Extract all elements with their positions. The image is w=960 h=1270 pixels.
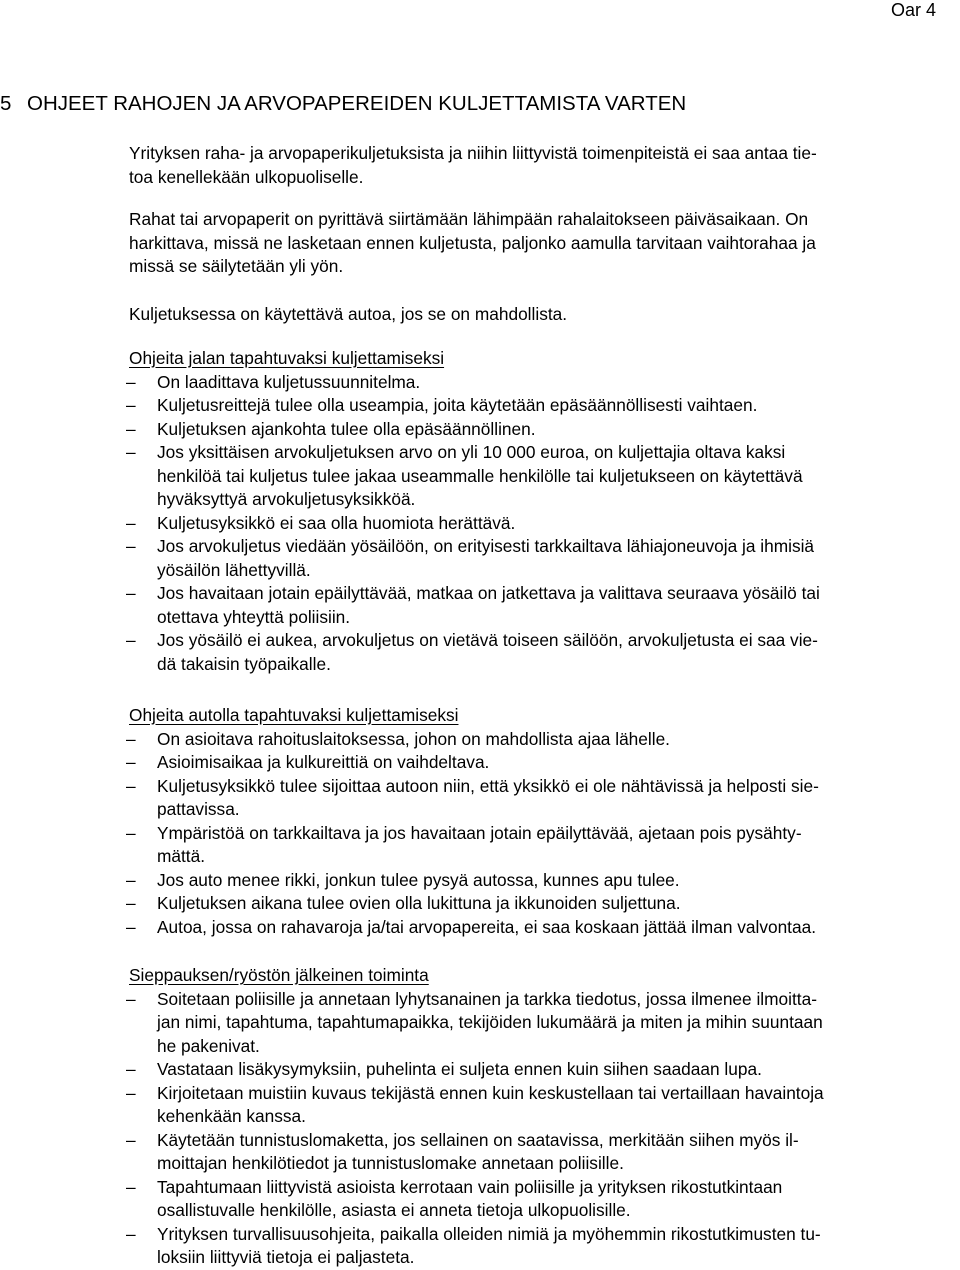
item-line: On laadittava kuljetussuunnitelma. [157,371,421,392]
dash-bullet: – [126,1082,136,1103]
section-heading [0,91,686,117]
paragraph-line: harkittava, missä ne lasketaan ennen kuljetusta, paljonko aamulla tarvitaan vaihtorahaa ja [129,232,816,253]
dash-bullet: – [126,869,136,890]
item-line: otettava yhteyttä poliisiin. [157,606,351,627]
dash-bullet: – [126,512,136,533]
item-line: dä takaisin työpaikalle. [157,653,331,674]
list-item [0,535,930,582]
dash-bullet: – [126,536,136,556]
item-line: Kirjoitetaan muistiin kuvaus tekijästä ennen kuin keskustellaan tai vertaillaan havaintoja [157,1082,824,1103]
section-subtitle: Sieppauksen/ryöstön jälkeinen toiminta [129,965,429,985]
dash-bullet: – [126,630,136,650]
item-line: Jos havaitaan jotain epäilyttävää, matkaa on jatkettava ja valittava seuraava yösäilö tai [157,583,820,603]
intro-paragraph [129,303,919,327]
page-header: Oar 4 [890,0,936,20]
item-line: Jos auto menee rikki, jonkun tulee pysyä autossa, kunnes apu tulee. [157,869,680,890]
item-line: mättä. [157,846,206,866]
item-line: he pakenivat. [157,1035,260,1056]
dash-bullet: – [126,1129,136,1150]
list-item [0,822,930,869]
paragraph-line: Yrityksen raha- ja arvopaperikuljetuksista ja niihin liittyvistä toimenpiteistä ei saa antaa tie- [129,143,817,163]
item-line: loksiin liittyviä tietoja ei paljasteta. [157,1247,415,1267]
dash-bullet: – [126,418,136,439]
item-line: hyväksyttyä arvokuljetusyksikköä. [157,489,416,509]
paragraph-line: toa kenellekään ulkopuoliselle. [129,166,364,187]
dash-bullet: – [126,988,136,1009]
list-item [0,869,930,893]
section-subtitle: Ohjeita jalan tapahtuvaksi kuljettamiseksi [129,348,445,368]
item-line: moittajan henkilötiedot ja tunnistuslomake annetaan poliisille. [157,1153,624,1173]
dash-bullet: – [126,775,136,796]
dash-bullet: – [126,1176,136,1197]
item-line: Jos yösäilö ei aukea, arvokuljetus on vietävä toiseen säilöön, arvokuljetusta ei saa vie- [157,630,818,650]
item-line: jan nimi, tapahtuma, tapahtumapaikka, tekijöiden lukumäärä ja miten ja mihin suuntaan [157,1012,823,1032]
dash-bullet: – [126,1059,136,1079]
list-item [0,1058,930,1082]
section-after-robbery [0,964,930,1270]
dash-bullet: – [126,822,136,843]
dash-bullet: – [126,893,136,913]
item-line: Kuljetusyksikkö tulee sijoittaa autoon niin, että yksikkö ei ole nähtävissä ja helposti sie- [157,775,819,796]
item-line: Jos yksittäisen arvokuljetuksen arvo on yli 10 000 euroa, on kuljettajia oltava kaksi [157,442,786,462]
item-line: Soitetaan poliisille ja annetaan lyhytsanainen ja tarkka tiedotus, jossa ilmenee ilmoitta- [157,988,817,1009]
item-line: henkilöä tai kuljetus tulee jakaa useammalle henkilölle tai kuljetukseen on käytettävä [157,465,803,486]
section-walking-transport [0,347,930,676]
item-line: On asioitava rahoituslaitoksessa, johon on mahdollista ajaa lähelle. [157,728,670,749]
list-item [0,582,930,629]
list-item [0,728,930,752]
item-line: kehenkään kanssa. [157,1106,306,1126]
list-item [0,394,930,418]
list-item [0,916,930,940]
dash-bullet: – [126,1223,136,1244]
section-subtitle: Ohjeita autolla tapahtuvaksi kuljettamiseksi [129,705,459,725]
dash-bullet: – [126,442,136,462]
paragraph-line: Rahat tai arvopaperit on pyrittävä siirtämään lähimpään rahalaitokseen päiväsaikaan. On [129,209,809,229]
item-line: Käytetään tunnistuslomaketta, jos sellainen on saatavissa, merkitään siihen myös il- [157,1129,799,1150]
list-item [0,988,930,1059]
list-item [0,512,930,536]
item-line: Autoa, jossa on rahavaroja ja/tai arvopapereita, ei saa koskaan jättää ilman valvontaa. [157,916,817,937]
dash-bullet: – [126,371,136,392]
item-line: Yrityksen turvallisuusohjeita, paikalla olleiden nimiä ja myöhemmin rikostutkimusten tu- [157,1223,821,1244]
list-item [0,1176,930,1223]
dash-bullet: – [126,728,136,749]
paragraph-line: Kuljetuksessa on käytettävä autoa, jos se on mahdollista. [129,304,568,324]
dash-bullet: – [126,752,136,772]
item-line: Kuljetusreittejä tulee olla useampia, joita käytetään epäsäännöllisesti vaihtaen. [157,395,758,415]
list-item [0,1129,930,1176]
section-number: 5 [0,92,12,115]
item-line: Kuljetusyksikkö ei saa olla huomiota herättävä. [157,512,516,533]
dash-bullet: – [126,916,136,937]
item-line: Kuljetuksen aikana tulee ovien olla lukittuna ja ikkunoiden suljettuna. [157,893,681,913]
paragraph-line: missä se säilytetään yli yön. [129,256,344,276]
intro-paragraph [129,208,919,279]
section-title: OHJEET RAHOJEN JA ARVOPAPEREIDEN KULJETTAMISTA VARTEN [27,92,687,115]
section-car-transport [0,704,930,939]
list-item [0,418,930,442]
intro-paragraph [129,142,919,189]
list-item [0,629,930,676]
item-line: Ympäristöä on tarkkailtava ja jos havaitaan jotain epäilyttävää, ajetaan pois pysähty- [157,822,802,843]
list-item [0,371,930,395]
item-line: osallistuvalle henkilölle, asiasta ei anneta tietoja ulkopuolisille. [157,1200,631,1220]
list-item [0,892,930,916]
dash-bullet: – [126,395,136,415]
list-item [0,1082,930,1129]
item-line: Kuljetuksen ajankohta tulee olla epäsäännöllinen. [157,418,536,439]
list-item [0,441,930,512]
item-line: Jos arvokuljetus viedään yösäilöön, on erityisesti tarkkailtava lähiajoneuvoja ja ihmisiä [157,536,815,556]
item-line: Vastataan lisäkysymyksiin, puhelinta ei suljeta ennen kuin siihen saadaan lupa. [157,1059,762,1079]
list-item [0,775,930,822]
list-item [0,751,930,775]
item-line: Asioimisaikaa ja kulkureittiä on vaihdeltava. [157,752,490,772]
item-line: pattavissa. [157,799,240,819]
dash-bullet: – [126,583,136,603]
item-line: yösäilön lähettyvillä. [157,559,311,580]
list-item [0,1223,930,1270]
item-line: Tapahtumaan liittyvistä asioista kerrotaan vain poliisille ja yrityksen rikostutkintaan [157,1176,783,1197]
